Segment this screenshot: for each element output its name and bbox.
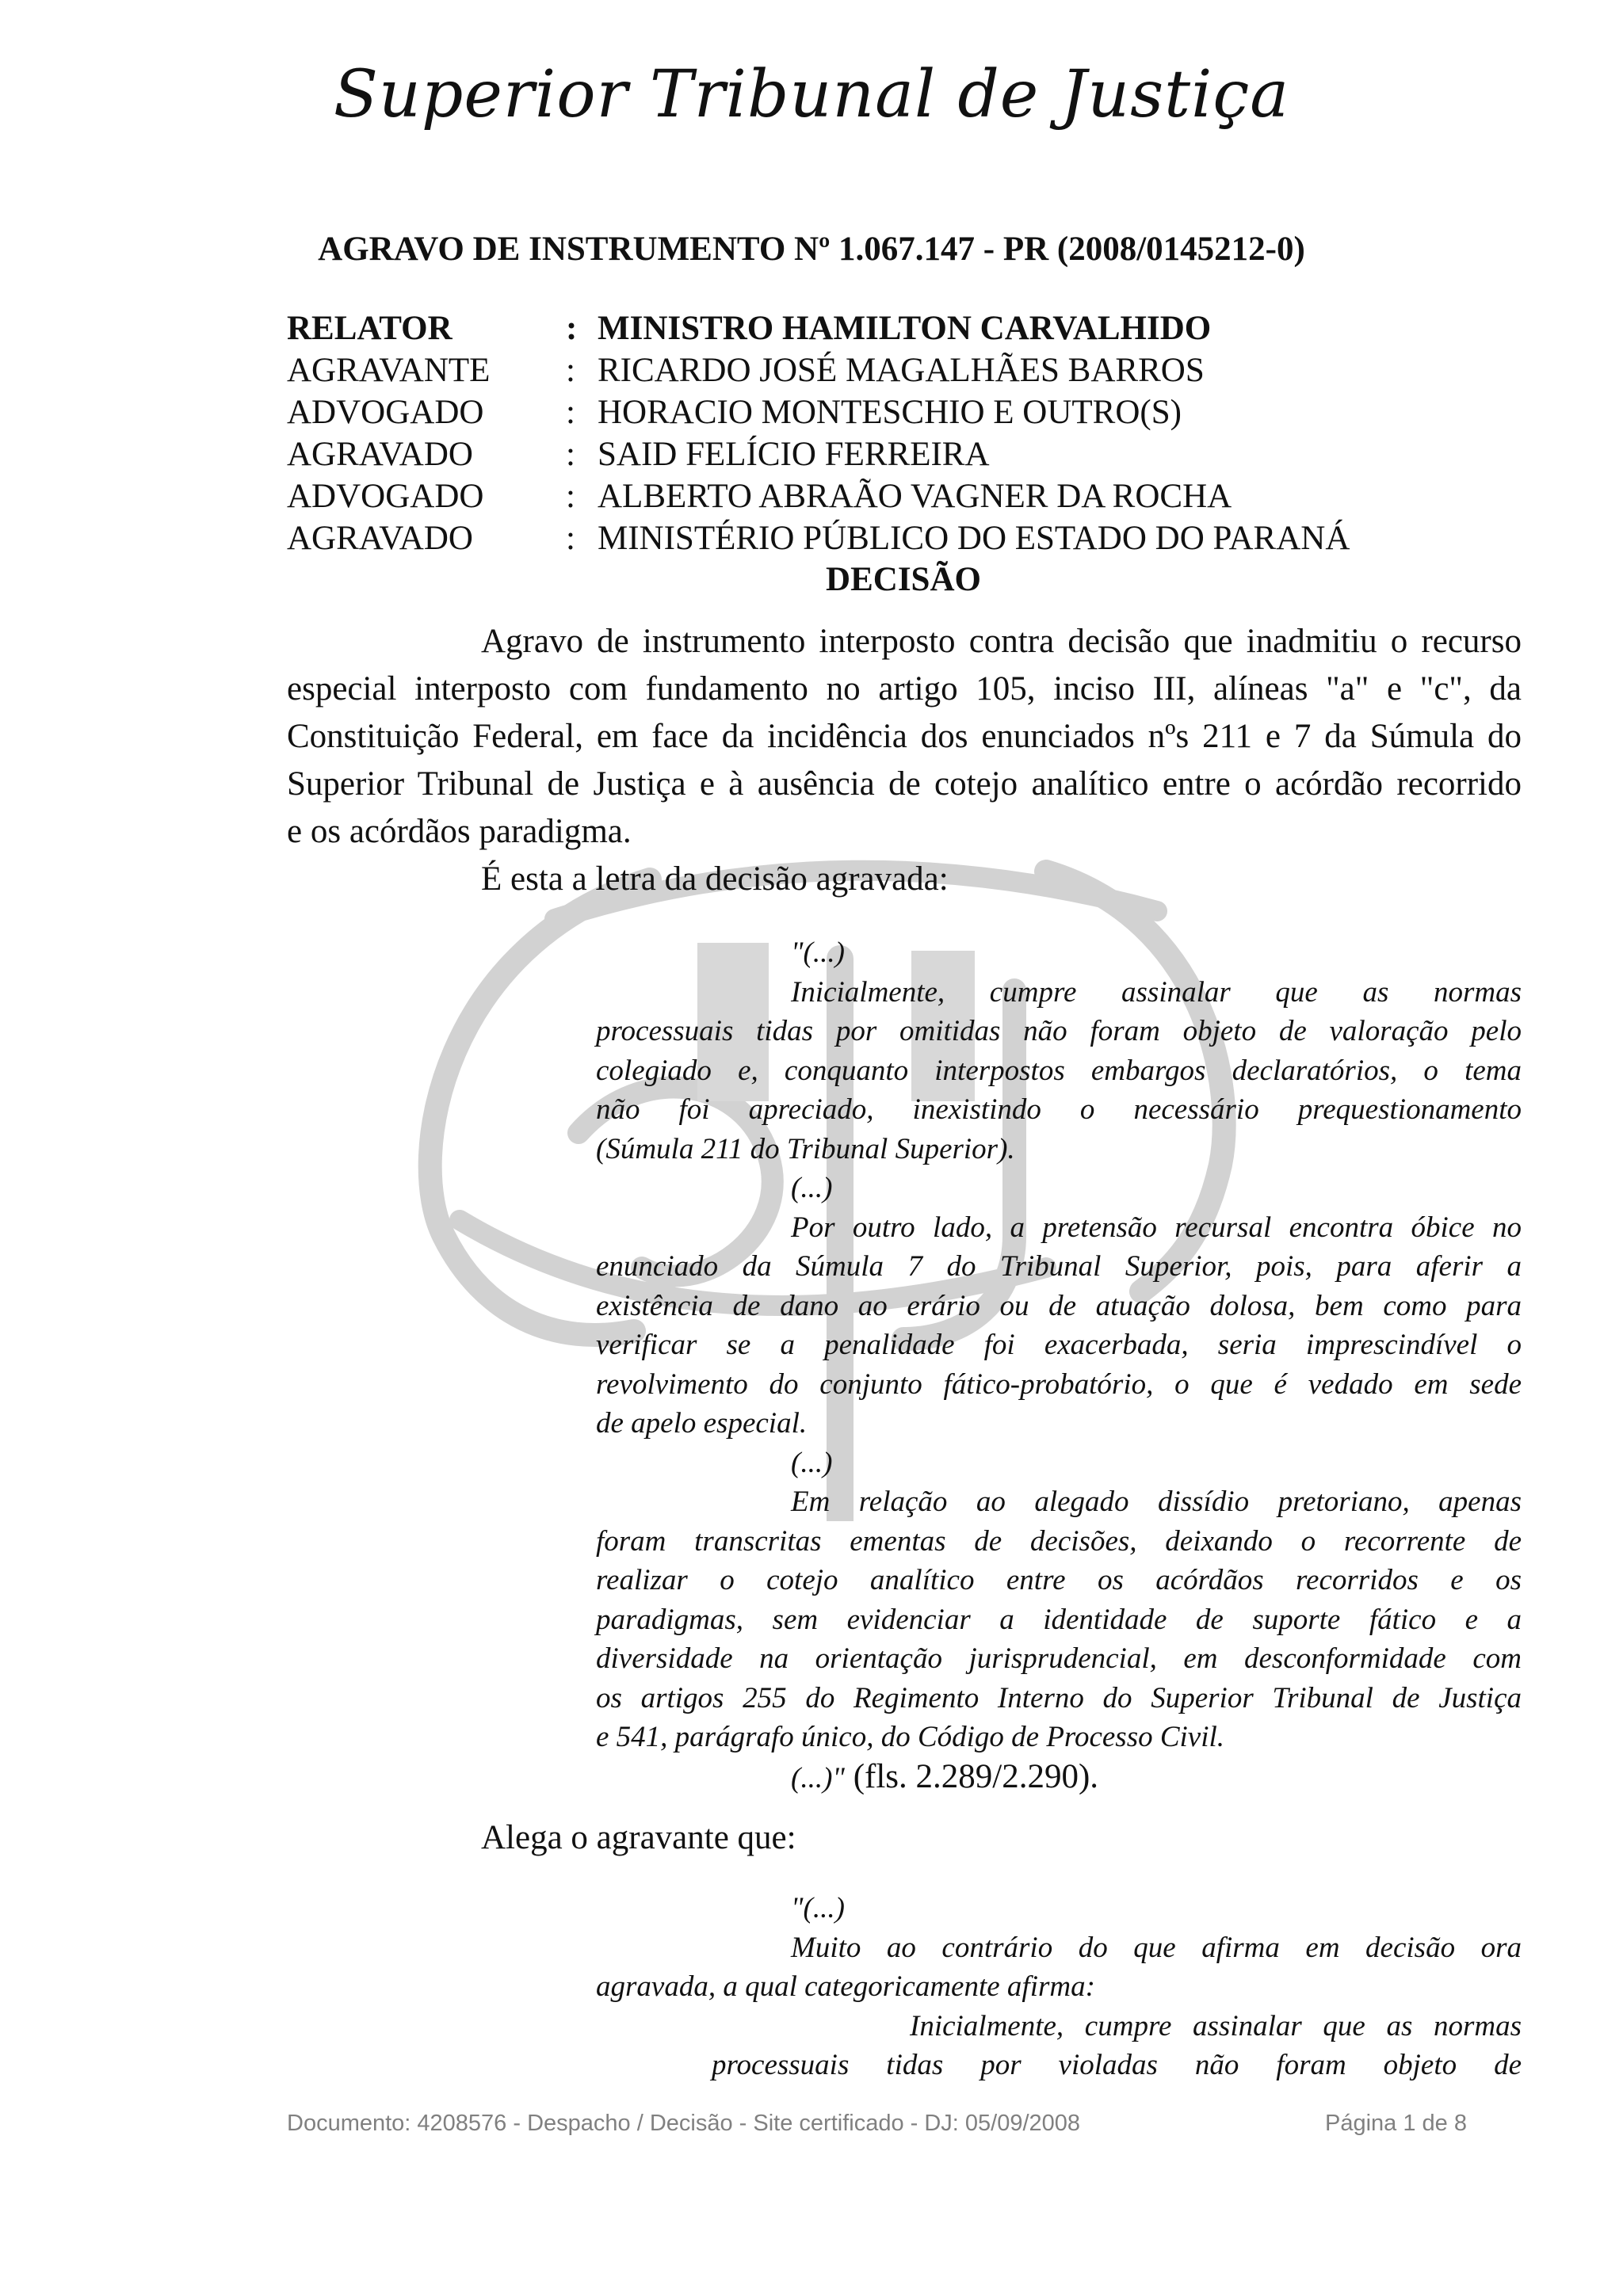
quote-line: os artigos 255 do Regimento Interno do Superior Tribunal de Justiça — [596, 1681, 1522, 1714]
decision-title: DECISÃO — [826, 561, 981, 598]
quote-line: foram transcritas ementas de decisões, deixando o recorrente de — [596, 1524, 1522, 1558]
quote-line: verificar se a penalidade foi exacerbada, seria imprescindível o — [596, 1329, 1522, 1361]
party-name: ALBERTO ABRAÃO VAGNER DA ROCHA — [598, 478, 1232, 515]
parties-list — [287, 307, 1523, 559]
party-role: AGRAVADO — [287, 520, 473, 557]
quoted-appeal — [596, 1889, 1522, 2085]
party-separator: : — [566, 394, 575, 431]
alega-paragraph — [287, 1814, 1522, 1862]
quote-line: diversidade na orientação jurisprudencial, em desconformidade com — [596, 1642, 1522, 1675]
paragraph-line: Superior Tribunal de Justiça e à ausência de cotejo analítico entre o acórdão recorrido — [287, 765, 1522, 803]
paragraph-line: Constituição Federal, em face da incidência dos enunciados nºs 211 e 7 da Súmula do — [287, 718, 1522, 755]
party-name: HORACIO MONTESCHIO E OUTRO(S) — [598, 394, 1182, 431]
quote-line: "(...) — [791, 1892, 845, 1924]
quote-line: Em relação ao alegado dissídio pretoriano, apenas — [791, 1486, 1522, 1518]
party-role: AGRAVANTE — [287, 352, 491, 389]
quote-line: enunciado da Súmula 7 do Tribunal Superior, pois, para aferir a — [596, 1250, 1522, 1283]
case-heading: AGRAVO DE INSTRUMENTO Nº 1.067.147 - PR (2008/0145212-0) — [318, 231, 1305, 268]
party-row — [287, 517, 1523, 559]
nested-quote-line: processuais tidas por violadas não foram objeto de — [712, 2049, 1522, 2081]
paragraph-line: e os acórdãos paradigma. — [287, 813, 632, 850]
court-header-title: Superior Tribunal de Justiça — [333, 57, 1290, 132]
party-separator: : — [566, 436, 575, 473]
quote-line: realizar o cotejo analítico entre os acórdãos recorridos e os — [596, 1564, 1522, 1596]
quote-line: existência de dano ao erário ou de atuação dolosa, bem como para — [596, 1289, 1522, 1322]
quote-line: Inicialmente, cumpre assinalar que as normas — [791, 975, 1522, 1009]
quote-line: de apelo especial. — [596, 1407, 808, 1440]
quote-line: "(...) — [791, 936, 845, 969]
party-separator: : — [566, 310, 578, 347]
party-role: RELATOR — [287, 310, 453, 347]
party-role: AGRAVADO — [287, 436, 473, 473]
party-row — [287, 391, 1523, 433]
quote-line: Muito ao contrário do que afirma em decisão ora — [791, 1931, 1522, 1964]
footer-page-info: Página 1 de 8 — [1325, 2111, 1467, 2136]
intro-paragraph — [287, 618, 1522, 856]
quote-line: (...) — [791, 1172, 833, 1204]
folio-citation: (fls. 2.289/2.290). — [844, 1757, 1099, 1795]
quote-line: colegiado e, conquanto interpostos embargos declaratórios, o tema — [596, 1054, 1522, 1087]
footer-document-info: Documento: 4208576 - Despacho / Decisão - Site certificado - DJ: 05/09/2008 — [287, 2111, 1081, 2136]
quote-close: (...)" — [791, 1761, 845, 1794]
quote-closing-line — [596, 1757, 1522, 1798]
party-name: MINISTRO HAMILTON CARVALHIDO — [598, 310, 1212, 347]
party-separator: : — [566, 478, 575, 515]
party-separator: : — [566, 352, 575, 389]
quote-line: e 541, parágrafo único, do Código de Processo Civil. — [596, 1721, 1225, 1753]
quote-line: não foi apreciado, inexistindo o necessário prequestionamento — [596, 1093, 1522, 1126]
paragraph-line: Alega o agravante que: — [481, 1819, 796, 1856]
quote-line: processuais tidas por omitidas não foram objeto de valoração pelo — [596, 1015, 1522, 1047]
party-row — [287, 433, 1523, 475]
quote-line: revolvimento do conjunto fático-probatório, o que é vedado em sede — [596, 1367, 1522, 1401]
party-name: RICARDO JOSÉ MAGALHÃES BARROS — [598, 352, 1205, 389]
party-row — [287, 307, 1523, 349]
party-row — [287, 475, 1523, 517]
quote-line: agravada, a qual categoricamente afirma: — [596, 1970, 1095, 2003]
party-separator: : — [566, 520, 575, 557]
quote-line: Por outro lado, a pretensão recursal encontra óbice no — [791, 1211, 1522, 1244]
paragraph-line: especial interposto com fundamento no artigo 105, inciso III, alíneas "a" e "c", da — [287, 670, 1522, 707]
quote-line: (...) — [791, 1446, 833, 1479]
quote-intro-paragraph — [287, 856, 1522, 903]
nested-quote-line: Inicialmente, cumpre assinalar que as normas — [910, 2009, 1522, 2042]
party-name: MINISTÉRIO PÚBLICO DO ESTADO DO PARANÁ — [598, 520, 1350, 557]
paragraph-line: Agravo de instrumento interposto contra decisão que inadmitiu o recurso — [481, 623, 1522, 660]
quote-line: (Súmula 211 do Tribunal Superior). — [596, 1132, 1015, 1165]
quote-line: paradigmas, sem evidenciar a identidade de suporte fático e a — [596, 1603, 1522, 1636]
paragraph-line: É esta a letra da decisão agravada: — [481, 860, 949, 898]
party-name: SAID FELÍCIO FERREIRA — [598, 436, 990, 473]
party-role: ADVOGADO — [287, 478, 484, 515]
quoted-decision — [596, 933, 1522, 1798]
party-row — [287, 349, 1523, 391]
party-role: ADVOGADO — [287, 394, 484, 431]
